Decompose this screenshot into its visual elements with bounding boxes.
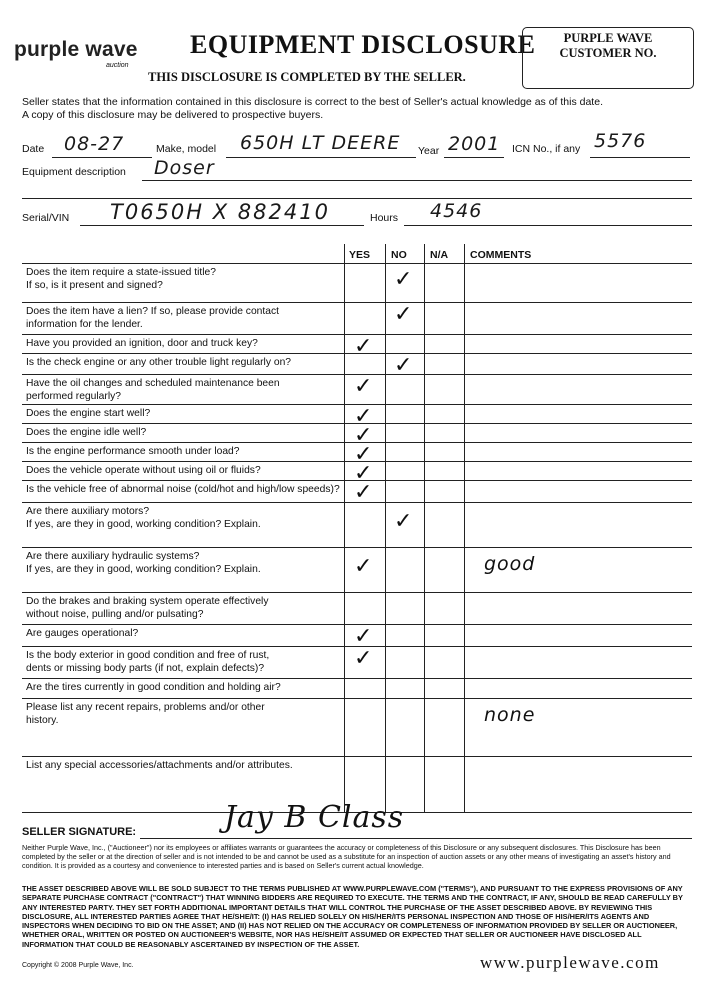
row-divider [22,502,692,503]
website-url: www.purplewave.com [480,953,660,972]
checkmark-yes[interactable]: ✓ [354,404,373,429]
question-line2: history. [26,715,59,726]
purple-wave-logo [14,38,138,69]
checkmark-yes[interactable]: ✓ [354,553,373,579]
row-divider [22,756,692,757]
question-text [26,595,341,621]
seller-signature[interactable]: Jay B Class [224,800,405,835]
question-line1: Are there auxiliary hydraulic systems? [26,551,200,562]
hours-label: Hours [370,212,399,224]
comment-text[interactable]: good [484,553,536,575]
question-text [26,377,341,403]
row-divider [22,353,692,354]
question-text [26,681,341,694]
icn-field[interactable]: 5576 [594,130,647,152]
question-line1: Does the engine idle well? [26,427,147,438]
make-label: Make, model [156,143,217,155]
question-text [26,550,341,576]
question-line1: Are gauges operational? [26,628,139,639]
question-text [26,426,341,439]
question-line1: Does the item have a lien? If so, please provide contact [26,306,279,317]
logo-text: purple wave [14,38,138,61]
question-line1: List any special accessories/attachments and/or attributes. [26,760,293,771]
question-line1: Does the engine start well? [26,408,151,419]
row-divider [22,698,692,699]
checkmark-no[interactable]: ✓ [394,266,413,292]
year-label: Year [418,145,440,157]
question-line1: Does the vehicle operate without using oil or fluids? [26,465,261,476]
intro-statement [22,96,692,122]
question-line2: performed regularly? [26,391,122,402]
question-line1: Does the item require a state-issued title? [26,267,217,278]
year-field[interactable]: 2001 [448,133,501,155]
question-text [26,407,341,420]
customer-number-box[interactable] [522,27,694,89]
checkmark-no[interactable]: ✓ [394,353,413,378]
form-title: EQUIPMENT DISCLOSURE [190,30,536,59]
logo-subtext: auction [106,62,129,69]
row-divider [22,592,692,593]
col-yes-header: YES [349,249,371,261]
question-text [26,627,341,640]
question-line1: Have you provided an ignition, door and truck key? [26,338,258,349]
question-line1: Is the engine performance smooth under load? [26,446,240,457]
date-underline [52,157,152,158]
question-line2: If yes, are they in good, working condition? Explain. [26,519,261,530]
question-line2: without noise, pulling and/or pulsating? [26,609,204,620]
question-line1: Is the body exterior in good condition and free of rust, [26,650,270,661]
row-divider [22,302,692,303]
question-text [26,483,341,496]
date-label: Date [22,143,45,155]
signature-underline [140,838,692,839]
question-text [26,701,341,727]
checkmark-no[interactable]: ✓ [394,508,413,534]
hours-underline [404,225,692,226]
question-text [26,649,341,675]
customer-box-line2: CUSTOMER NO. [559,46,657,60]
grid-line-v2 [385,244,386,812]
question-line2: If yes, are they in good, working condition? Explain. [26,564,261,575]
question-text [26,464,341,477]
col-comments-header: COMMENTS [470,249,532,261]
intro-line1: Seller states that the information contained in this disclosure is correct to the best of Seller's actual knowledge as of this date. [22,96,603,108]
grid-line-v1 [344,244,345,812]
question-text [26,356,341,369]
icn-underline [590,157,690,158]
make-model-field[interactable]: 650H LT DEERE [240,132,401,154]
question-text [26,759,341,772]
question-text [26,305,341,331]
checkmark-yes[interactable]: ✓ [354,646,373,671]
table-top-line [22,263,692,264]
question-line1: Are there auxiliary motors? [26,506,150,517]
question-line1: Please list any recent repairs, problems and/or other [26,702,265,713]
checkmark-yes[interactable]: ✓ [354,423,373,448]
question-text [26,505,341,531]
terms-disclaimer: THE ASSET DESCRIBED ABOVE WILL BE SOLD SUBJECT TO THE TERMS PUBLISHED AT WWW.PURPLEWAVE.COM ("TERMS"), AND PURSUANT TO THE EXPRESS PROVISIONS OF ANY SEPARATE PURCHASE CONTRACT ("CONTRACT") THAT WINNING BIDDERS ARE REQUIRED TO EXECUTE. THE TERMS AND THE CONTRACT, IF ANY, SHOULD BE READ CAREFULLY BY ANY INTERESTED PARTY. THEY SET FORTH ADDITIONAL IMPORTANT DETAILS THAT WILL CONTROL THE PURCHASE OF THE ASSET DESCRIBED ABOVE. BY REVIEWING THIS DISCLOSURE, ALL INTERESTED PARTIES AGREE THAT HE/SHE/IT: (I) HAS RELIED SOLELY ON HIS/HER/ITS PERSONAL INSPECTION AND THOSE OF HIS/HER/ITS AGENTS AND INSPECTORS WHEN DECIDING TO BID ON THE ASSET; AND (II) HAS NOT RELIED ON THE ACCURACY OR COMPLETENESS OF INFORMATION PROVIDED BY SELLER OR AUCTIONEER, WHETHER ORAL, WRITTEN OR POSTED ON AUCTIONEER'S WEBSITE, NOR HAS HE/SHE/IT ASSUMED OR EXPECTED THAT SELLER OR AUCTIONEER HAVE DISCLOSED ALL INFORMATION THAT COULD BE REASONABLY ASCERTAINED BY INSPECTION OF THE ASSET. [22,884,683,949]
row-divider [22,547,692,548]
question-text [26,266,341,292]
serial-underline [80,225,364,226]
serial-field[interactable]: T0650H X 882410 [110,200,330,224]
description-field[interactable]: Doser [154,157,215,179]
description-label: Equipment description [22,166,126,178]
checkmark-yes[interactable]: ✓ [354,442,373,467]
question-text [26,337,341,350]
form-subtitle: THIS DISCLOSURE IS COMPLETED BY THE SELLER. [148,70,466,84]
row-divider [22,678,692,679]
customer-box-line1: PURPLE WAVE [563,31,653,45]
question-line1: Do the brakes and braking system operate effectively [26,596,269,607]
grid-line-v3 [424,244,425,812]
checkmark-no[interactable]: ✓ [394,302,413,327]
date-field[interactable]: 08-27 [64,133,125,155]
intro-line2: A copy of this disclosure may be delivered to prospective buyers. [22,109,324,121]
question-line1: Have the oil changes and scheduled maintenance been [26,378,280,389]
question-line2: dents or missing body parts (if not, explain defects)? [26,663,265,674]
hours-field[interactable]: 4546 [430,200,483,222]
description-underline [142,180,692,181]
make-underline [226,157,416,158]
year-underline [444,157,504,158]
question-line2: information for the lender. [26,319,143,330]
divider-line [22,198,692,199]
question-line1: Is the vehicle free of abnormal noise (cold/hot and high/low speeds)? [26,484,340,495]
copyright-text: Copyright © 2008 Purple Wave, Inc. [22,962,134,969]
disclaimer-text: Neither Purple Wave, Inc., ("Auctioneer") nor its employees or affiliates warrants or guarantees the accuracy or completeness of this Disclosure or any subsequent disclosures. This Disclosure has been completed by the seller or at the direction of seller and is not intended to be and cannot be used as a substitute for an inspection of auction assets or any other means of investigating an asset's history and condition. It is provided as a courtesy and convenience to interested parties and is based on Seller's current actual knowledge. [22,843,671,870]
question-text [26,445,341,458]
question-line1: Are the tires currently in good condition and holding air? [26,682,281,693]
col-na-header: N/A [430,249,449,261]
col-no-header: NO [391,249,407,261]
serial-label: Serial/VIN [22,212,70,224]
checkmark-yes[interactable]: ✓ [354,334,373,359]
checkmark-yes[interactable]: ✓ [354,480,373,505]
checkmark-yes[interactable]: ✓ [354,461,373,486]
checkmark-yes[interactable]: ✓ [354,624,373,649]
comment-text[interactable]: none [484,704,536,726]
checkmark-yes[interactable]: ✓ [354,374,373,399]
question-line1: Is the check engine or any other trouble light regularly on? [26,357,292,368]
icn-label: ICN No., if any [512,143,581,155]
grid-line-v4 [464,244,465,812]
signature-label: SELLER SIGNATURE: [22,826,137,838]
question-line2: If so, is it present and signed? [26,280,163,291]
